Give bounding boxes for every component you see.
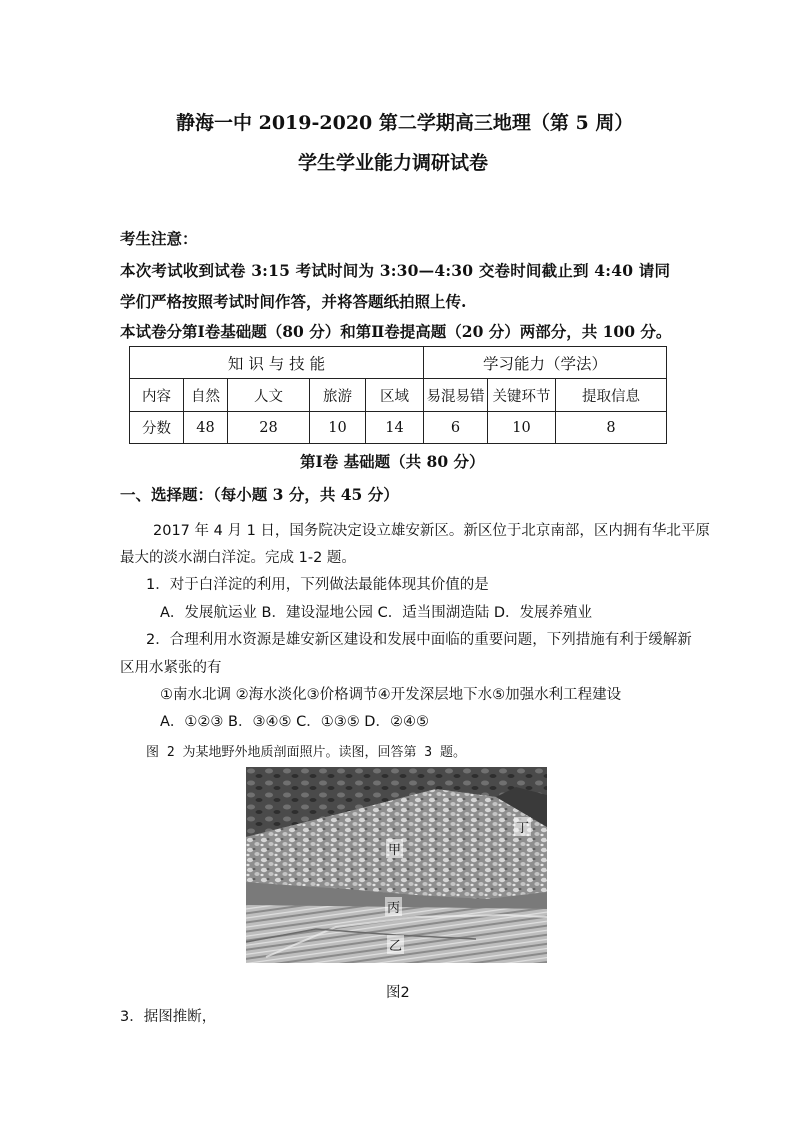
label-bing: 丙: [385, 897, 402, 916]
geological-profile-photo: [246, 767, 547, 963]
question-2-items: ①南水北调 ②海水淡化③价格调节④开发深层地下水⑤加强水利工程建设: [160, 687, 622, 703]
figure-intro: 图 2 为某地野外地质剖面照片。读图，回答第 3 题。: [146, 745, 466, 760]
table-header-cell: 提取信息: [556, 379, 667, 412]
table-header-cell: 自然: [184, 379, 228, 412]
table-score-cell: 14: [366, 412, 424, 444]
page-title-line1: 静海一中 2019-2020 第二学期高三地理（第 5 周）: [176, 112, 634, 134]
passage-line2: 最大的淡水湖白洋淀。完成 1-2 题。: [120, 550, 356, 566]
table-row-label-content: 内容: [130, 379, 184, 412]
table-score-cell: 48: [184, 412, 228, 444]
label-ding: 丁: [514, 817, 531, 836]
table-group-ability: 学习能力（学法）: [424, 347, 667, 379]
notice-line3: 本试卷分第Ⅰ卷基础题（80 分）和第Ⅱ卷提高题（20 分）两部分，共 100 分。: [120, 322, 672, 341]
question-2-stem-line2: 区用水紧张的有: [120, 660, 222, 676]
table-score-cell: 6: [424, 412, 488, 444]
table-header-cell: 关键环节: [488, 379, 556, 412]
table-header-cell: 易混易错: [424, 379, 488, 412]
question-2-options: A．①②③ B．③④⑤ C．①③⑤ D．②④⑤: [160, 714, 429, 730]
section1-title: 第Ⅰ卷 基础题（共 80 分）: [300, 452, 485, 471]
question-1-options: A．发展航运业 B．建设湿地公园 C．适当围湖造陆 D．发展养殖业: [160, 605, 592, 621]
figure-caption: 图2: [386, 985, 410, 1001]
page-title-line2: 学生学业能力调研试卷: [298, 152, 489, 174]
notice-heading: 考生注意：: [120, 229, 198, 248]
table-score-cell: 28: [228, 412, 310, 444]
notice-line2: 学们严格按照考试时间作答，并将答题纸拍照上传.: [120, 292, 467, 311]
label-yi: 乙: [387, 935, 404, 954]
question-1-stem: 1．对于白洋淀的利用，下列做法最能体现其价值的是: [146, 577, 489, 593]
notice-line1: 本次考试收到试卷 3:15 考试时间为 3:30—4:30 交卷时间截止到 4:40 请同: [120, 261, 671, 280]
question-3-stem: 3．据图推断，: [120, 1009, 217, 1025]
label-jia: 甲: [386, 839, 403, 858]
table-row-label-score: 分数: [130, 412, 184, 444]
table-score-cell: 10: [488, 412, 556, 444]
table-score-cell: 10: [310, 412, 366, 444]
table-header-cell: 人文: [228, 379, 310, 412]
table-score-cell: 8: [556, 412, 667, 444]
question-2-stem-line1: 2．合理利用水资源是雄安新区建设和发展中面临的重要问题，下列措施有利于缓解新: [146, 632, 692, 648]
table-header-cell: 区域: [366, 379, 424, 412]
passage-line1: 2017 年 4 月 1 日，国务院决定设立雄安新区。新区位于北京南部，区内拥有华北平原: [153, 523, 710, 539]
table-header-cell: 旅游: [310, 379, 366, 412]
table-group-knowledge: 知 识 与 技 能: [130, 347, 424, 379]
part1-heading: 一、选择题：（每小题 3 分，共 45 分）: [120, 485, 399, 504]
score-table: [129, 346, 667, 444]
